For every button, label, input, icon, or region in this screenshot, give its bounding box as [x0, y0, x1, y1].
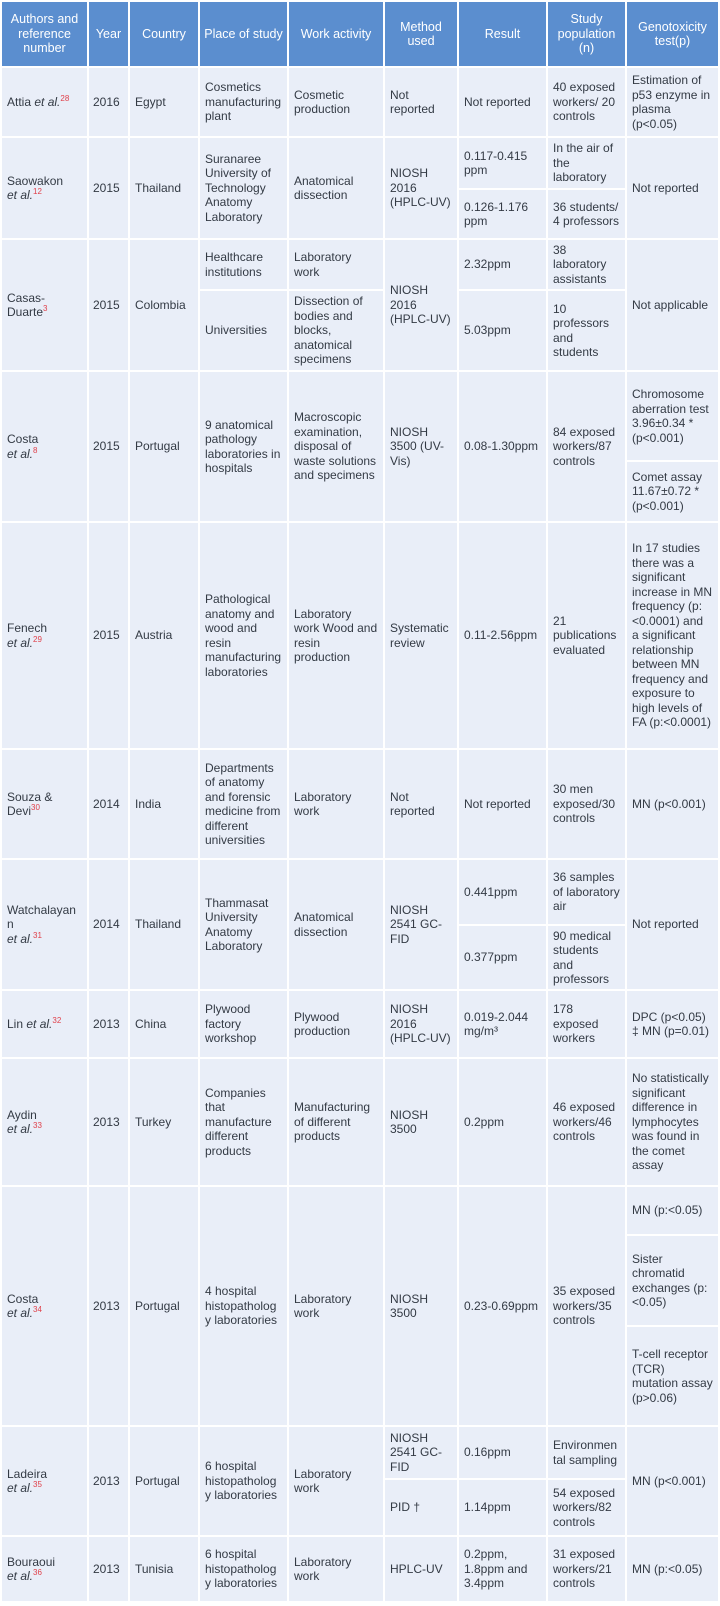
genotox-cell: Not applicable: [627, 240, 718, 370]
author-name: Ladeira: [7, 1466, 48, 1481]
table-row: [2, 991, 718, 1057]
method-cell: HPLC-UV: [385, 1537, 457, 1601]
table-header: [2, 2, 718, 66]
reference-number: 31: [33, 930, 42, 940]
author-cell: [2, 1427, 87, 1535]
work-cell: Cosmetic production: [289, 68, 383, 136]
result-cell: 0.126-1.176 ppm: [459, 190, 546, 238]
year-cell: 2013: [89, 1537, 128, 1601]
header-place: Place of study: [200, 2, 287, 66]
place-cell: Departments of anatomy and forensic medicine from different universities: [200, 750, 287, 858]
result-cell: 0.11-2.56ppm: [459, 523, 546, 748]
table-row: [2, 68, 718, 136]
genotox-cell: In 17 studies there was a significant increase in MN frequency (p:<0.0001) and a significant relationship between MN frequency and exposure to high levels of FA (p:<0.0001): [627, 523, 718, 748]
author-name: Bouraoui: [7, 1554, 56, 1569]
method-cell: PID †: [385, 1480, 457, 1535]
genotox-cell: DPC (p<0.05) ‡ MN (p=0.01): [627, 991, 718, 1057]
place-cell: 4 hospital histopathology laboratories: [200, 1187, 287, 1425]
reference-number: 30: [31, 803, 40, 812]
reference-number: 36: [33, 1568, 42, 1577]
author-etal: et al.: [7, 1122, 34, 1136]
place-cell: Healthcare institutions: [200, 240, 287, 289]
reference-number: 12: [33, 187, 42, 196]
place-cell: Thammasat University Anatomy Laboratory: [200, 860, 287, 989]
genotox-cell: MN (p:<0.05): [627, 1537, 718, 1601]
genotox-cell: Not reported: [627, 860, 718, 989]
genotox-cell: Estimation of p53 enzyme in plasma (p<0.05): [627, 68, 718, 136]
header-year: Year: [89, 2, 128, 66]
author-etal: et al.: [7, 635, 34, 650]
work-cell: Anatomical dissection: [289, 860, 383, 989]
reference-number: 8: [33, 445, 38, 455]
header-work-activity: Work activity: [289, 2, 383, 66]
work-cell: Anatomical dissection: [289, 138, 383, 238]
year-cell: 2013: [89, 1427, 128, 1535]
author-etal: et al.: [7, 188, 34, 202]
method-cell: NIOSH 2541 GC-FID: [385, 860, 457, 989]
result-cell: 0.2ppm: [459, 1059, 546, 1185]
genotox-cell: Not reported: [627, 138, 718, 238]
population-cell: 38 laboratory assistants: [548, 240, 625, 289]
population-cell: 10 professors and students: [548, 291, 625, 370]
work-cell: Laboratory work: [289, 1187, 383, 1425]
author-cell: [2, 1059, 87, 1185]
table-row: [2, 1427, 718, 1478]
reference-number: 34: [33, 1305, 42, 1314]
genotox-cell: No statistically significant difference in lymphocytes was found in the comet assay: [627, 1059, 718, 1185]
place-cell: 9 anatomical pathology laboratories in hospitals: [200, 372, 287, 521]
table-row: [2, 1537, 718, 1601]
place-cell: 6 hospital histopathology laboratories: [200, 1537, 287, 1601]
table-row: [2, 138, 718, 188]
genotox-cell: T-cell receptor (TCR) mutation assay (p>0.06): [627, 1327, 718, 1425]
header-authors: Authors and reference number: [2, 2, 87, 66]
population-cell: 21 publications evaluated: [548, 523, 625, 748]
work-cell: Manufacturing of different products: [289, 1059, 383, 1185]
method-cell: Systematic review: [385, 523, 457, 748]
author-name: Watchalayann: [7, 902, 76, 932]
table-row: [2, 1187, 718, 1234]
author-name: Attia: [7, 94, 32, 109]
place-cell: 6 hospital histopathology laboratories: [200, 1427, 287, 1535]
author-name: Aydin: [7, 1107, 37, 1122]
population-cell: 84 exposed workers/87 controls: [548, 372, 625, 521]
genotox-cell: MN (p<0.001): [627, 1427, 718, 1535]
place-cell: Suranaree University of Technology Anatomy Laboratory: [200, 138, 287, 238]
author-etal: et al.: [7, 931, 34, 946]
country-cell: India: [130, 750, 198, 858]
work-cell: Laboratory work: [289, 750, 383, 858]
author-name: Souza & Devi: [7, 789, 53, 818]
author-cell: [2, 1537, 87, 1601]
population-cell: 35 exposed workers/35 controls: [548, 1187, 625, 1425]
result-cell: 0.08-1.30ppm: [459, 372, 546, 521]
population-cell: 36 samples of laboratory air: [548, 860, 625, 924]
country-cell: Portugal: [130, 372, 198, 521]
work-cell: Dissection of bodies and blocks, anatomical specimens: [289, 291, 383, 370]
country-cell: Colombia: [130, 240, 198, 370]
result-cell: Not reported: [459, 750, 546, 858]
work-cell: Laboratory work: [289, 1537, 383, 1601]
year-cell: 2014: [89, 750, 128, 858]
author-name: Casas-Duarte: [7, 290, 46, 319]
result-cell: 0.377ppm: [459, 926, 546, 989]
header-country: Country: [130, 2, 198, 66]
author-etal: et al.: [7, 1481, 34, 1495]
method-cell: NIOSH 3500 (UV-Vis): [385, 372, 457, 521]
year-cell: 2015: [89, 240, 128, 370]
reference-number: 29: [33, 634, 42, 644]
genotox-cell: Comet assay 11.67±0.72 * (p<0.001): [627, 462, 718, 521]
method-cell: Not reported: [385, 68, 457, 136]
year-cell: 2014: [89, 860, 128, 989]
work-cell: Laboratory work: [289, 1427, 383, 1535]
place-cell: Cosmetics manufacturing plant: [200, 68, 287, 136]
place-cell: Companies that manufacture different products: [200, 1059, 287, 1185]
country-cell: Portugal: [130, 1427, 198, 1535]
country-cell: Portugal: [130, 1187, 198, 1425]
table-row: [2, 523, 718, 748]
country-cell: Thailand: [130, 138, 198, 238]
result-cell: 0.117-0.415 ppm: [459, 138, 546, 188]
table-row: [2, 1059, 718, 1185]
year-cell: 2015: [89, 372, 128, 521]
reference-number: 35: [33, 1480, 42, 1489]
author-name: Costa: [7, 1291, 39, 1306]
year-cell: 2013: [89, 1059, 128, 1185]
genotox-cell: Sister chromatid exchanges (p:<0.05): [627, 1236, 718, 1325]
method-cell: NIOSH 2016 (HPLC-UV): [385, 240, 457, 370]
work-cell: Laboratory work Wood and resin production: [289, 523, 383, 748]
result-cell: 0.019-2.044 mg/m³: [459, 991, 546, 1057]
year-cell: 2016: [89, 68, 128, 136]
header-genotoxicity: Genotoxicity test(p): [627, 2, 718, 66]
country-cell: Thailand: [130, 860, 198, 989]
method-cell: NIOSH 2016 (HPLC-UV): [385, 138, 457, 238]
work-cell: Laboratory work: [289, 240, 383, 289]
population-cell: 40 exposed workers/ 20 controls: [548, 68, 625, 136]
year-cell: 2015: [89, 138, 128, 238]
header-method: Method used: [385, 2, 457, 66]
table-row: [2, 372, 718, 460]
author-cell: [2, 1187, 87, 1425]
work-cell: Plywood production: [289, 991, 383, 1057]
header-result: Result: [459, 2, 546, 66]
method-cell: NIOSH 3500: [385, 1187, 457, 1425]
method-cell: Not reported: [385, 750, 457, 858]
place-cell: Plywood factory workshop: [200, 991, 287, 1057]
header-population: Study population (n): [548, 2, 625, 66]
author-etal: et al.: [34, 94, 61, 109]
reference-number: 33: [33, 1121, 42, 1130]
result-cell: Not reported: [459, 68, 546, 136]
country-cell: Egypt: [130, 68, 198, 136]
table-row: [2, 860, 718, 924]
country-cell: Tunisia: [130, 1537, 198, 1601]
author-etal: et al.: [7, 1306, 34, 1320]
place-cell: Universities: [200, 291, 287, 370]
author-etal: et al.: [7, 1569, 34, 1583]
population-cell: 54 exposed workers/82 controls: [548, 1480, 625, 1535]
population-cell: 178 exposed workers: [548, 991, 625, 1057]
reference-number: 3: [43, 304, 48, 313]
population-cell: 31 exposed workers/21 controls: [548, 1537, 625, 1601]
result-cell: 1.14ppm: [459, 1480, 546, 1535]
country-cell: Austria: [130, 523, 198, 748]
country-cell: China: [130, 991, 198, 1057]
author-etal: et al.: [26, 1016, 53, 1031]
population-cell: 30 men exposed/30 controls: [548, 750, 625, 858]
population-cell: 90 medical students and professors: [548, 926, 625, 989]
place-cell: Pathological anatomy and wood and resin manufacturing laboratories: [200, 523, 287, 748]
author-cell: [2, 68, 87, 136]
author-cell: [2, 372, 87, 521]
result-cell: 0.441ppm: [459, 860, 546, 924]
population-cell: 46 exposed workers/46 controls: [548, 1059, 625, 1185]
genotox-cell: MN (p<0.001): [627, 750, 718, 858]
result-cell: 2.32ppm: [459, 240, 546, 289]
author-cell: [2, 860, 87, 989]
author-cell: [2, 991, 87, 1057]
author-cell: [2, 138, 87, 238]
result-cell: 0.23-0.69ppm: [459, 1187, 546, 1425]
reference-number: 28: [60, 93, 70, 103]
work-cell: Macroscopic examination, disposal of waste solutions and specimens: [289, 372, 383, 521]
population-cell: In the air of the laboratory: [548, 138, 625, 188]
author-name: Saowakon: [7, 173, 64, 188]
method-cell: NIOSH 2016 (HPLC-UV): [385, 991, 457, 1057]
author-cell: [2, 240, 87, 370]
method-cell: NIOSH 2541 GC-FID: [385, 1427, 457, 1478]
year-cell: 2013: [89, 1187, 128, 1425]
country-cell: Turkey: [130, 1059, 198, 1185]
result-cell: 0.16ppm: [459, 1427, 546, 1478]
year-cell: 2015: [89, 523, 128, 748]
author-etal: et al.: [7, 446, 34, 461]
population-cell: Environmental sampling: [548, 1427, 625, 1478]
result-cell: 5.03ppm: [459, 291, 546, 370]
method-cell: NIOSH 3500: [385, 1059, 457, 1185]
reference-number: 32: [52, 1015, 62, 1025]
genotox-cell: MN (p:<0.05): [627, 1187, 718, 1234]
table-row: [2, 240, 718, 289]
author-name: Fenech: [7, 621, 48, 635]
table-body: [2, 68, 718, 1601]
genotox-cell: Chromosome aberration test 3.96±0.34 * (p<0.001): [627, 372, 718, 460]
year-cell: 2013: [89, 991, 128, 1057]
result-cell: 0.2ppm, 1.8ppm and 3.4ppm: [459, 1537, 546, 1601]
author-name: Costa: [7, 432, 39, 446]
author-cell: [2, 523, 87, 748]
author-cell: [2, 750, 87, 858]
author-name: Lin: [7, 1016, 24, 1031]
population-cell: 36 students/ 4 professors: [548, 190, 625, 238]
table-row: [2, 750, 718, 858]
